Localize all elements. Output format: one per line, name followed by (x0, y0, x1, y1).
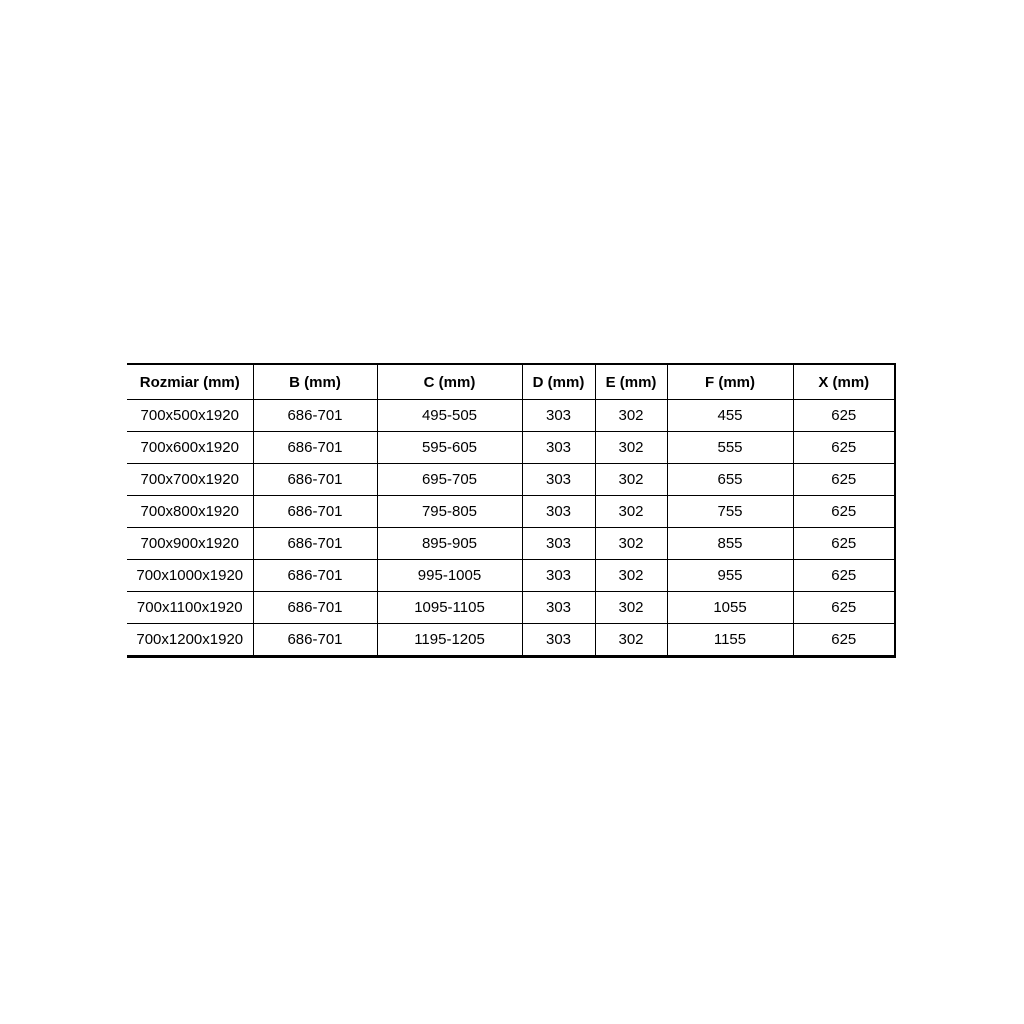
table-row (127, 592, 895, 624)
table-cell: 700x1200x1920 (127, 624, 253, 657)
header-cell-e: E (mm) (595, 364, 667, 400)
table-cell: 625 (793, 592, 895, 624)
table-cell: 625 (793, 432, 895, 464)
table-cell: 755 (667, 496, 793, 528)
table-cell: 625 (793, 400, 895, 432)
table-cell: 303 (522, 592, 595, 624)
table-row (127, 496, 895, 528)
table-cell: 302 (595, 496, 667, 528)
table-cell: 302 (595, 624, 667, 657)
table-row (127, 624, 895, 657)
table-body (127, 400, 895, 657)
table-cell: 302 (595, 592, 667, 624)
table-row (127, 560, 895, 592)
table-row (127, 432, 895, 464)
table-row (127, 528, 895, 560)
table-cell: 302 (595, 464, 667, 496)
size-spec-table (127, 363, 896, 658)
table-cell: 303 (522, 496, 595, 528)
table-cell: 302 (595, 560, 667, 592)
header-cell-b: B (mm) (253, 364, 377, 400)
table-cell: 795-805 (377, 496, 522, 528)
table-cell: 303 (522, 400, 595, 432)
table-cell: 686-701 (253, 592, 377, 624)
table-cell: 1095-1105 (377, 592, 522, 624)
table-row (127, 464, 895, 496)
table-cell: 686-701 (253, 432, 377, 464)
table-cell: 686-701 (253, 528, 377, 560)
table-cell: 686-701 (253, 464, 377, 496)
table-cell: 700x600x1920 (127, 432, 253, 464)
table-cell: 302 (595, 432, 667, 464)
table-cell: 895-905 (377, 528, 522, 560)
table-cell: 555 (667, 432, 793, 464)
table-cell: 303 (522, 432, 595, 464)
table-cell: 495-505 (377, 400, 522, 432)
table-cell: 686-701 (253, 400, 377, 432)
table-cell: 625 (793, 528, 895, 560)
table-cell: 700x1000x1920 (127, 560, 253, 592)
table-cell: 655 (667, 464, 793, 496)
header-cell-d: D (mm) (522, 364, 595, 400)
table-cell: 302 (595, 528, 667, 560)
header-cell-c: C (mm) (377, 364, 522, 400)
table-cell: 1155 (667, 624, 793, 657)
table-cell: 855 (667, 528, 793, 560)
table-cell: 686-701 (253, 496, 377, 528)
table-cell: 303 (522, 528, 595, 560)
table-cell: 303 (522, 464, 595, 496)
header-cell-rozmiar: Rozmiar (mm) (127, 364, 253, 400)
header-cell-x: X (mm) (793, 364, 895, 400)
table-cell: 695-705 (377, 464, 522, 496)
table-cell: 303 (522, 560, 595, 592)
table-cell: 995-1005 (377, 560, 522, 592)
table-row (127, 400, 895, 432)
table-cell: 700x900x1920 (127, 528, 253, 560)
table-cell: 595-605 (377, 432, 522, 464)
table-cell: 625 (793, 624, 895, 657)
table-cell: 700x1100x1920 (127, 592, 253, 624)
table-cell: 955 (667, 560, 793, 592)
table-cell: 1055 (667, 592, 793, 624)
table-cell: 455 (667, 400, 793, 432)
table-cell: 700x800x1920 (127, 496, 253, 528)
header-cell-f: F (mm) (667, 364, 793, 400)
table-cell: 1195-1205 (377, 624, 522, 657)
table-cell: 686-701 (253, 624, 377, 657)
header-row (127, 364, 895, 400)
table-cell: 625 (793, 464, 895, 496)
table-cell: 686-701 (253, 560, 377, 592)
table-cell: 700x500x1920 (127, 400, 253, 432)
table-cell: 303 (522, 624, 595, 657)
table-cell: 700x700x1920 (127, 464, 253, 496)
table-cell: 625 (793, 496, 895, 528)
table-cell: 302 (595, 400, 667, 432)
table-cell: 625 (793, 560, 895, 592)
